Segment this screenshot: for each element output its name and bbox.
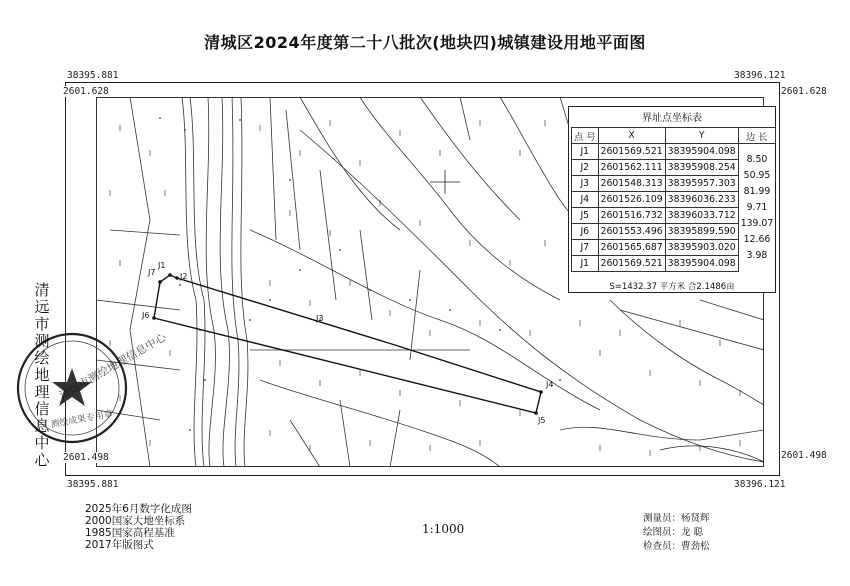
table-header-row <box>572 128 776 144</box>
vertical-agency-label: 清远市测绘地理信息中心 <box>34 281 50 469</box>
footer-note: 2017年版图式 <box>85 539 154 551</box>
label-j1: J1 <box>158 261 166 270</box>
row-y: 38395899.590 <box>665 224 738 240</box>
row-length: 81.99 <box>738 184 775 200</box>
row-id: J1 <box>572 256 599 272</box>
row-x: 2601553.496 <box>598 224 665 240</box>
row-id: J2 <box>572 160 599 176</box>
footer-note: 1985国家高程基准 <box>85 527 175 539</box>
row-id: J6 <box>572 224 599 240</box>
coord-bottom-right-x: 38396.121 <box>734 479 786 490</box>
parcel-boundary <box>152 273 543 415</box>
row-id: J3 <box>572 176 599 192</box>
row-x: 2601569.521 <box>598 256 665 272</box>
row-length: 50.95 <box>738 168 775 184</box>
row-length: 139.07 <box>738 216 775 232</box>
row-length: 8.50 <box>738 152 775 168</box>
row-id: J4 <box>572 192 599 208</box>
row-x: 2601565.687 <box>598 240 665 256</box>
header-point: 点 号 <box>572 128 599 144</box>
row-length: 9.71 <box>738 200 775 216</box>
row-x: 2601516.732 <box>598 208 665 224</box>
boundary-coordinate-table <box>568 106 776 293</box>
boundary-point-j7 <box>158 280 162 284</box>
seal-subtext: 测绘成果专用章 <box>49 409 114 431</box>
credit-drafter: 绘图员：龙 聪 <box>643 527 704 538</box>
label-j2: J2 <box>180 272 188 281</box>
row-y: 38395904.098 <box>665 144 738 160</box>
boundary-point-j2 <box>175 276 179 280</box>
footer-note: 2000国家大地坐标系 <box>85 515 186 527</box>
label-j6: J6 <box>142 311 150 320</box>
footer-note: 2025年6月数字化成图 <box>85 503 192 515</box>
row-x: 2601562.111 <box>598 160 665 176</box>
footer-left-notes <box>85 503 192 551</box>
coord-right-y-top: 2601.628 <box>781 86 827 97</box>
boundary-point-j5 <box>534 411 538 415</box>
boundary-point-j1 <box>168 273 172 277</box>
row-y: 38395904.098 <box>665 256 738 272</box>
header-length: 边 长 <box>738 128 775 144</box>
coord-left-y-bottom: 2601.498 <box>63 452 109 463</box>
row-y: 38395903.020 <box>665 240 738 256</box>
coord-top-right-x: 38396.121 <box>734 70 786 81</box>
row-x: 2601548.313 <box>598 176 665 192</box>
footer-right-credits <box>643 512 710 554</box>
seal-text: 清远市测绘地理信息中心 <box>57 330 169 403</box>
table-row <box>572 256 776 272</box>
area-summary: S=1432.37 平方米 合2.1486亩 <box>609 282 735 292</box>
coord-left-y-top: 2601.628 <box>63 86 109 97</box>
row-x: 2601526.109 <box>598 192 665 208</box>
map-scale: 1:1000 <box>422 522 465 536</box>
row-y: 38395957.303 <box>665 176 738 192</box>
table-title: 界址点坐标表 <box>642 113 702 124</box>
header-x: X <box>598 128 665 144</box>
boundary-point-j6 <box>152 316 156 320</box>
label-j3: J3 <box>316 314 324 323</box>
credit-checker: 检查员：曹劲松 <box>643 541 710 552</box>
row-y: 38395908.254 <box>665 160 738 176</box>
label-j5: J5 <box>538 416 546 425</box>
coord-bottom-left-x: 38395.881 <box>67 479 119 490</box>
label-j7: J7 <box>148 268 156 277</box>
credit-surveyor: 测量员：杨贤辉 <box>643 513 710 524</box>
coord-top-left-x: 38395.881 <box>67 70 119 81</box>
coord-right-y-bottom: 2601.498 <box>781 450 827 461</box>
row-y: 38396033.712 <box>665 208 738 224</box>
header-y: Y <box>665 128 738 144</box>
boundary-point-j4 <box>539 390 543 394</box>
coordinate-table <box>571 127 776 272</box>
row-id: J7 <box>572 240 599 256</box>
row-y: 38396036.233 <box>665 192 738 208</box>
row-id: J1 <box>572 144 599 160</box>
row-id: J5 <box>572 208 599 224</box>
row-length: 12.66 <box>738 232 775 248</box>
row-x: 2601569.521 <box>598 144 665 160</box>
row-length: 3.98 <box>738 248 775 264</box>
label-j4: J4 <box>546 380 554 389</box>
map-title: 清城区2024年度第二十八批次(地块四)城镇建设用地平面图 <box>204 33 646 52</box>
